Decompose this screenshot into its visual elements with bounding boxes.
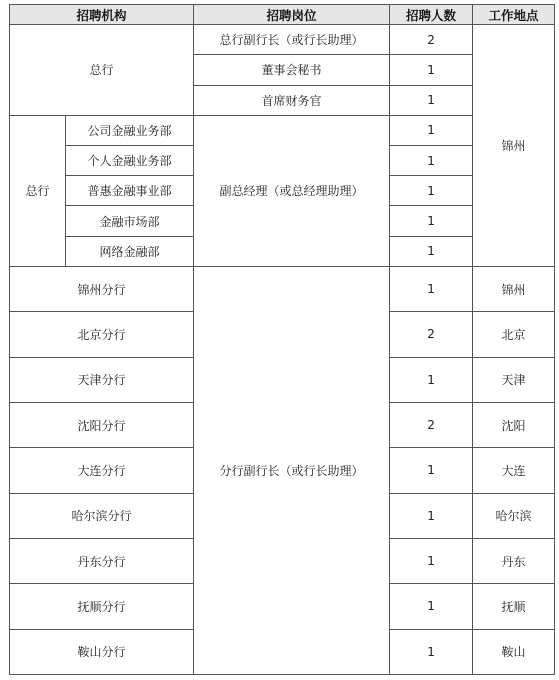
location-cell: 天津 — [473, 357, 555, 402]
count-cell: 1 — [390, 85, 473, 115]
table-row — [10, 25, 555, 55]
count-cell: 1 — [390, 493, 473, 538]
count-cell: 1 — [390, 115, 473, 145]
location-cell: 锦州 — [473, 266, 555, 311]
position-cell: 总行副行长（或行长助理） — [194, 25, 390, 55]
location-cell: 抚顺 — [473, 584, 555, 629]
branch-org-cell: 锦州分行 — [10, 266, 194, 311]
count-cell: 1 — [390, 357, 473, 402]
count-cell: 2 — [390, 402, 473, 447]
branch-position-cell: 分行副行长（或行长助理） — [194, 266, 390, 674]
location-cell: 北京 — [473, 312, 555, 357]
count-cell: 1 — [390, 206, 473, 236]
dept-position-cell: 副总经理（或总经理助理） — [194, 115, 390, 266]
branch-org-cell: 大连分行 — [10, 448, 194, 493]
hq-dept-org-cell: 总行 — [10, 115, 66, 266]
branch-org-cell: 抚顺分行 — [10, 584, 194, 629]
header-count: 招聘人数 — [390, 5, 473, 25]
position-cell: 董事会秘书 — [194, 55, 390, 85]
count-cell: 1 — [390, 146, 473, 176]
location-cell: 哈尔滨 — [473, 493, 555, 538]
count-cell: 1 — [390, 55, 473, 85]
recruitment-table — [9, 4, 555, 675]
table-row — [10, 266, 555, 311]
count-cell: 1 — [390, 236, 473, 266]
location-cell: 沈阳 — [473, 402, 555, 447]
count-cell: 2 — [390, 312, 473, 357]
location-cell: 丹东 — [473, 538, 555, 583]
branch-org-cell: 天津分行 — [10, 357, 194, 402]
dept-cell: 网络金融部 — [66, 236, 194, 266]
branch-org-cell: 丹东分行 — [10, 538, 194, 583]
branch-org-cell: 北京分行 — [10, 312, 194, 357]
count-cell: 1 — [390, 629, 473, 674]
dept-cell: 普惠金融事业部 — [66, 176, 194, 206]
header-org: 招聘机构 — [10, 5, 194, 25]
count-cell: 1 — [390, 176, 473, 206]
dept-cell: 金融市场部 — [66, 206, 194, 236]
branch-org-cell: 哈尔滨分行 — [10, 493, 194, 538]
branch-org-cell: 沈阳分行 — [10, 402, 194, 447]
location-cell: 大连 — [473, 448, 555, 493]
location-cell: 鞍山 — [473, 629, 555, 674]
count-cell: 1 — [390, 584, 473, 629]
count-cell: 1 — [390, 448, 473, 493]
count-cell: 1 — [390, 266, 473, 311]
header-position: 招聘岗位 — [194, 5, 390, 25]
count-cell: 1 — [390, 538, 473, 583]
hq-org-cell: 总行 — [10, 25, 194, 116]
header-row — [10, 5, 555, 25]
hq-location-cell: 锦州 — [473, 25, 555, 267]
dept-cell: 公司金融业务部 — [66, 115, 194, 145]
dept-cell: 个人金融业务部 — [66, 146, 194, 176]
branch-org-cell: 鞍山分行 — [10, 629, 194, 674]
position-cell: 首席财务官 — [194, 85, 390, 115]
count-cell: 2 — [390, 25, 473, 55]
header-location: 工作地点 — [473, 5, 555, 25]
